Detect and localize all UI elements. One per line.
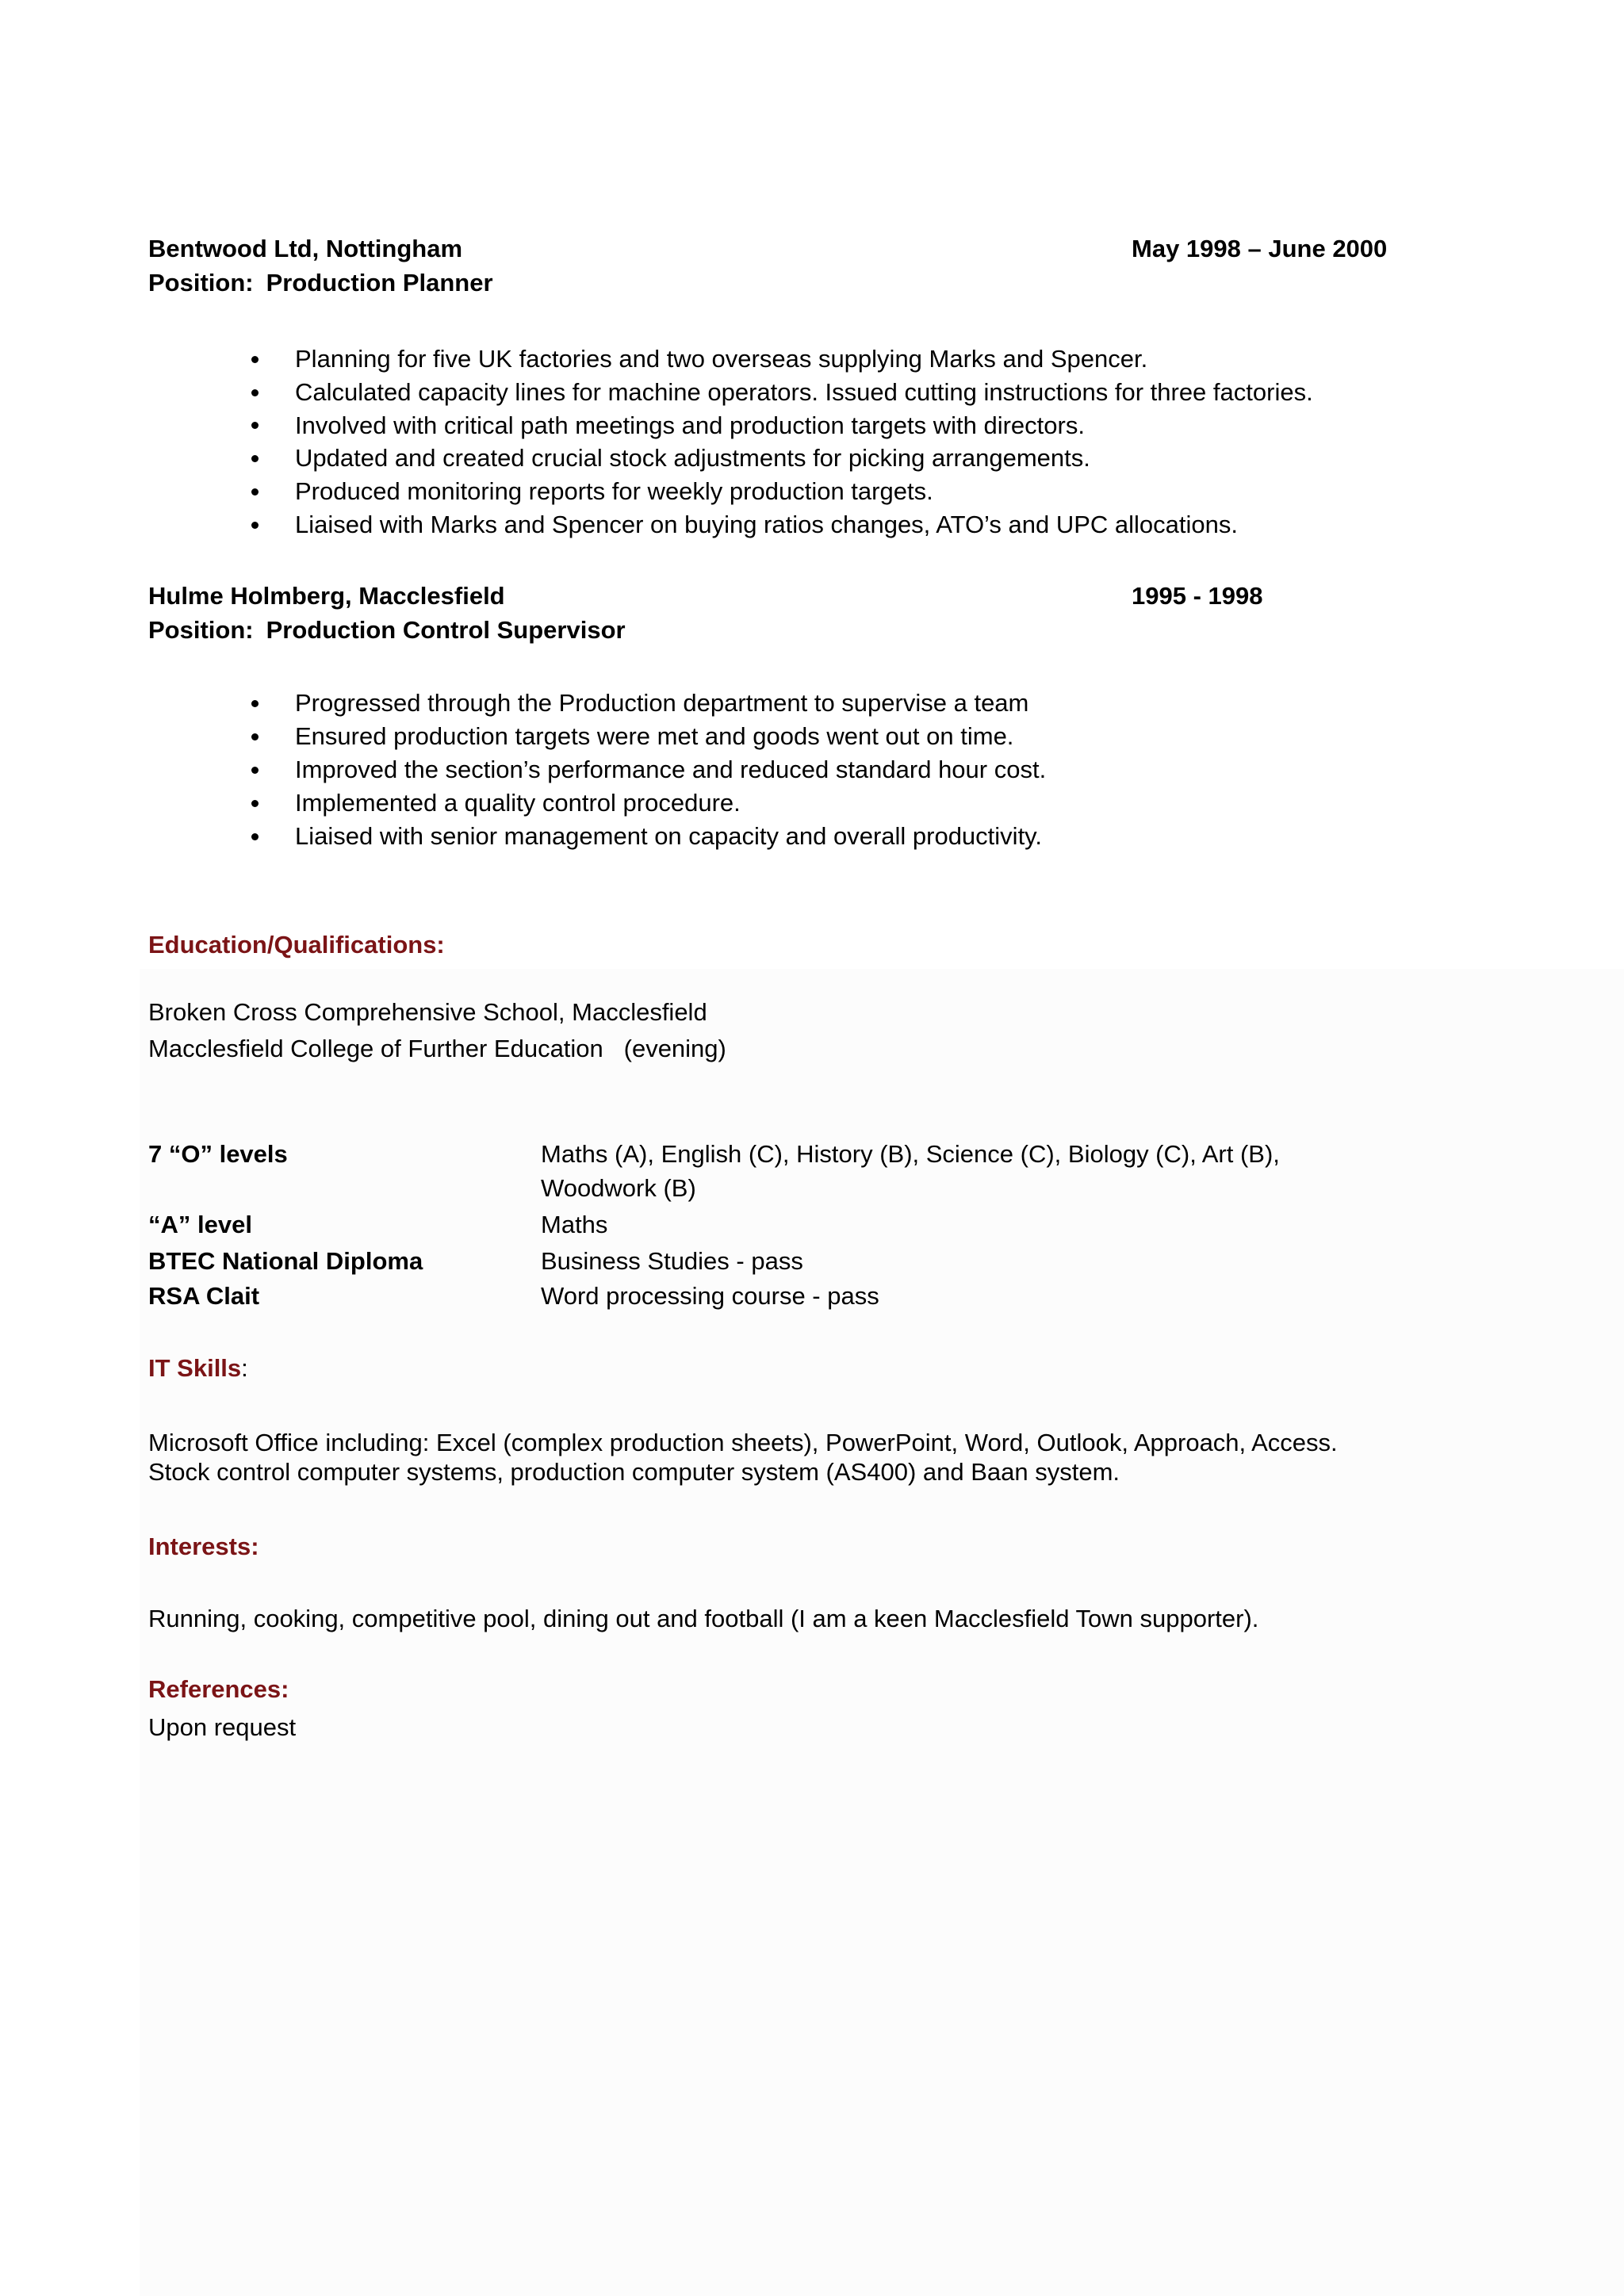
bullet-icon xyxy=(251,389,259,396)
bullet-icon xyxy=(251,700,259,707)
duty-text: Liaised with senior management on capacity and overall productivity. xyxy=(295,822,1042,850)
section-heading-references: References: xyxy=(148,1675,289,1703)
list-item xyxy=(238,342,1313,376)
bullet-icon xyxy=(251,800,259,807)
list-item xyxy=(238,442,1313,475)
school-name: Macclesfield College of Further Education (evening) xyxy=(148,1035,726,1062)
duty-text: Produced monitoring reports for weekly production targets. xyxy=(295,477,933,506)
qualification-detail: Word processing course - pass xyxy=(541,1282,879,1310)
section-heading-it-skills xyxy=(148,1354,248,1383)
position-title: Production Control Supervisor xyxy=(266,616,626,644)
duties-list xyxy=(238,687,1046,853)
qualification-name: 7 “O” levels xyxy=(148,1140,288,1168)
it-skills-line: Microsoft Office including: Excel (complex production sheets), PowerPoint, Word, Outlook, Approach, Access. xyxy=(148,1429,1338,1456)
qualification-detail: Maths (A), English (C), History (B), Science (C), Biology (C), Art (B), xyxy=(541,1140,1280,1168)
job-dates: 1995 - 1998 xyxy=(1132,582,1263,610)
bullet-icon xyxy=(251,455,259,462)
bullet-icon xyxy=(251,833,259,840)
qualification-detail: Maths xyxy=(541,1211,608,1238)
it-skills-heading-text: IT Skills xyxy=(148,1354,242,1382)
qualification-detail: Woodwork (B) xyxy=(541,1174,696,1202)
it-skills-line: Stock control computer systems, production computer system (AS400) and Baan system. xyxy=(148,1458,1120,1486)
list-item xyxy=(238,376,1313,409)
school-name: Broken Cross Comprehensive School, Macclesfield xyxy=(148,998,707,1026)
job-employer: Bentwood Ltd, Nottingham xyxy=(148,235,463,262)
bullet-icon xyxy=(251,522,259,529)
bullet-icon xyxy=(251,488,259,496)
bullet-icon xyxy=(251,356,259,363)
references-text: Upon request xyxy=(148,1713,297,1741)
position-label: Position: xyxy=(148,269,254,297)
qualification-name: “A” level xyxy=(148,1211,252,1238)
heading-colon: : xyxy=(241,1354,248,1382)
duty-text: Calculated capacity lines for machine operators. Issued cutting instructions for three factories. xyxy=(295,377,1313,406)
list-item xyxy=(238,753,1046,786)
qualification-name: RSA Clait xyxy=(148,1282,260,1310)
duty-text: Progressed through the Production department to supervise a team xyxy=(295,689,1029,717)
list-item xyxy=(238,820,1046,853)
duty-text: Updated and created crucial stock adjustments for picking arrangements. xyxy=(295,444,1090,473)
job-position xyxy=(148,269,493,297)
duty-text: Implemented a quality control procedure. xyxy=(295,789,741,817)
list-item xyxy=(238,475,1313,508)
duty-text: Improved the section’s performance and reduced standard hour cost. xyxy=(295,756,1047,783)
qualification-detail: Business Studies - pass xyxy=(541,1247,803,1275)
qualification-name: BTEC National Diploma xyxy=(148,1247,423,1275)
bullet-icon xyxy=(251,422,259,429)
duty-text: Ensured production targets were met and goods went out on time. xyxy=(295,722,1014,750)
list-item xyxy=(238,786,1046,820)
list-item xyxy=(238,720,1046,753)
duty-text: Involved with critical path meetings and production targets with directors. xyxy=(295,411,1085,439)
duty-text: Liaised with Marks and Spencer on buying ratios changes, ATO’s and UPC allocations. xyxy=(295,510,1238,538)
bullet-icon xyxy=(251,767,259,774)
job-position xyxy=(148,616,626,645)
job-employer: Hulme Holmberg, Macclesfield xyxy=(148,582,505,610)
duty-text: Planning for five UK factories and two overseas supplying Marks and Spencer. xyxy=(295,345,1148,373)
section-heading-education: Education/Qualifications: xyxy=(148,931,445,959)
position-label: Position: xyxy=(148,616,254,644)
list-item xyxy=(238,409,1313,442)
job-dates: May 1998 – June 2000 xyxy=(1132,235,1388,262)
list-item xyxy=(238,687,1046,720)
position-title: Production Planner xyxy=(266,269,493,297)
interests-text: Running, cooking, competitive pool, dining out and football (I am a keen Macclesfield Town supporter). xyxy=(148,1605,1259,1632)
duties-list xyxy=(238,342,1313,541)
list-item xyxy=(238,508,1313,541)
bullet-icon xyxy=(251,733,259,740)
section-heading-interests: Interests: xyxy=(148,1533,259,1560)
